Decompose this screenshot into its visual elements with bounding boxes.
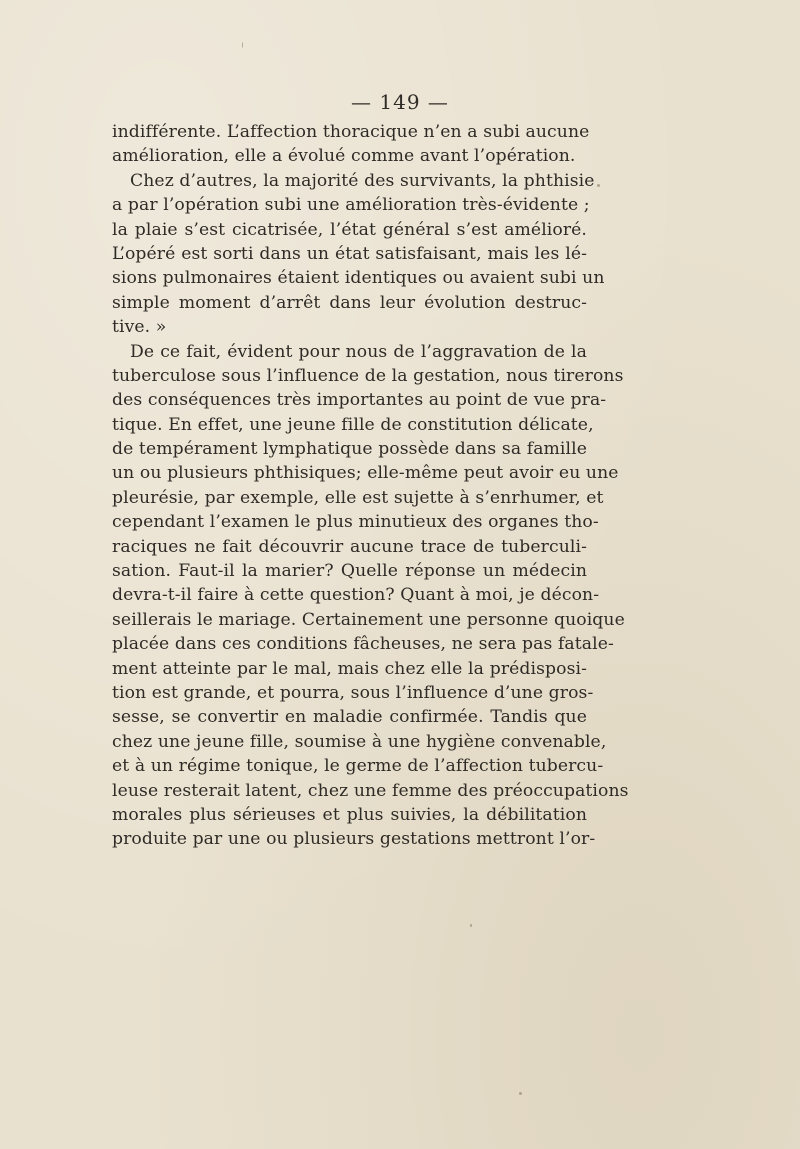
text-line: chez une jeune fille, soumise à une hygiène convenable, (112, 731, 607, 752)
text-line: a par l’opération subi une amélioration très-évidente ; (112, 195, 590, 216)
text-line: morales plus sérieuses et plus suivies, la débilitation (112, 804, 587, 825)
text-line: simple moment d’arrêt dans leur évolution destruc- (112, 292, 587, 313)
body-text (112, 120, 629, 852)
text-line: tique. En effet, une jeune fille de constitution délicate, (112, 414, 594, 435)
text-line: raciques ne fait découvrir aucune trace de tuberculi- (112, 536, 587, 557)
text-line: tive. » (112, 317, 167, 338)
text-line: produite par une ou plusieurs gestations mettront l’or- (112, 829, 596, 850)
text-line: De ce fait, évident pour nous de l’aggravation de la (130, 341, 587, 362)
text-line: placée dans ces conditions fâcheuses, ne sera pas fatale- (112, 634, 614, 655)
text-line: leuse resterait latent, chez une femme des préoccupations (112, 780, 629, 801)
text-line: de tempérament lymphatique possède dans sa famille (112, 439, 587, 460)
text-line: amélioration, elle a évolué comme avant l’opération. (112, 146, 576, 167)
text-line: cependant l’examen le plus minutieux des organes tho- (112, 512, 599, 533)
paper-speck (470, 924, 472, 927)
paper-speck (597, 184, 600, 187)
text-line: la plaie s’est cicatrisée, l’état général s’est amélioré. (112, 219, 587, 240)
text-line: sesse, se convertir en maladie confirmée. Tandis que (112, 707, 587, 728)
paper-speck (242, 42, 243, 48)
text-line: et à un régime tonique, le germe de l’affection tubercu- (112, 756, 604, 777)
text-line: indifférente. L’affection thoracique n’en a subi aucune (112, 122, 590, 142)
page-number: — 149 — (351, 90, 449, 114)
text-line: devra-t-il faire à cette question? Quant à moi, je décon- (112, 585, 600, 606)
text-line: sation. Faut-il la marier? Quelle réponse un médecin (112, 561, 587, 582)
text-line: un ou plusieurs phthisiques; elle-même peut avoir eu une (112, 463, 619, 484)
text-line: pleurésie, par exemple, elle est sujette à s’enrhumer, et (112, 487, 604, 508)
text-line: tion est grande, et pourra, sous l’influence d’une gros- (112, 682, 594, 703)
text-line: sions pulmonaires étaient identiques ou avaient subi un (112, 268, 605, 289)
text-line: ment atteinte par le mal, mais chez elle la prédisposi- (112, 658, 587, 679)
text-line: Chez d’autres, la majorité des survivants, la phthisie (130, 170, 595, 191)
text-line: tuberculose sous l’influence de la gestation, nous tirerons (112, 365, 624, 386)
text-line: seillerais le mariage. Certainement une personne quoique (112, 609, 625, 630)
text-line: L’opéré est sorti dans un état satisfaisant, mais les lé- (112, 243, 587, 264)
text-line: des conséquences très importantes au point de vue pra- (112, 390, 607, 411)
paper-speck (519, 1092, 522, 1095)
